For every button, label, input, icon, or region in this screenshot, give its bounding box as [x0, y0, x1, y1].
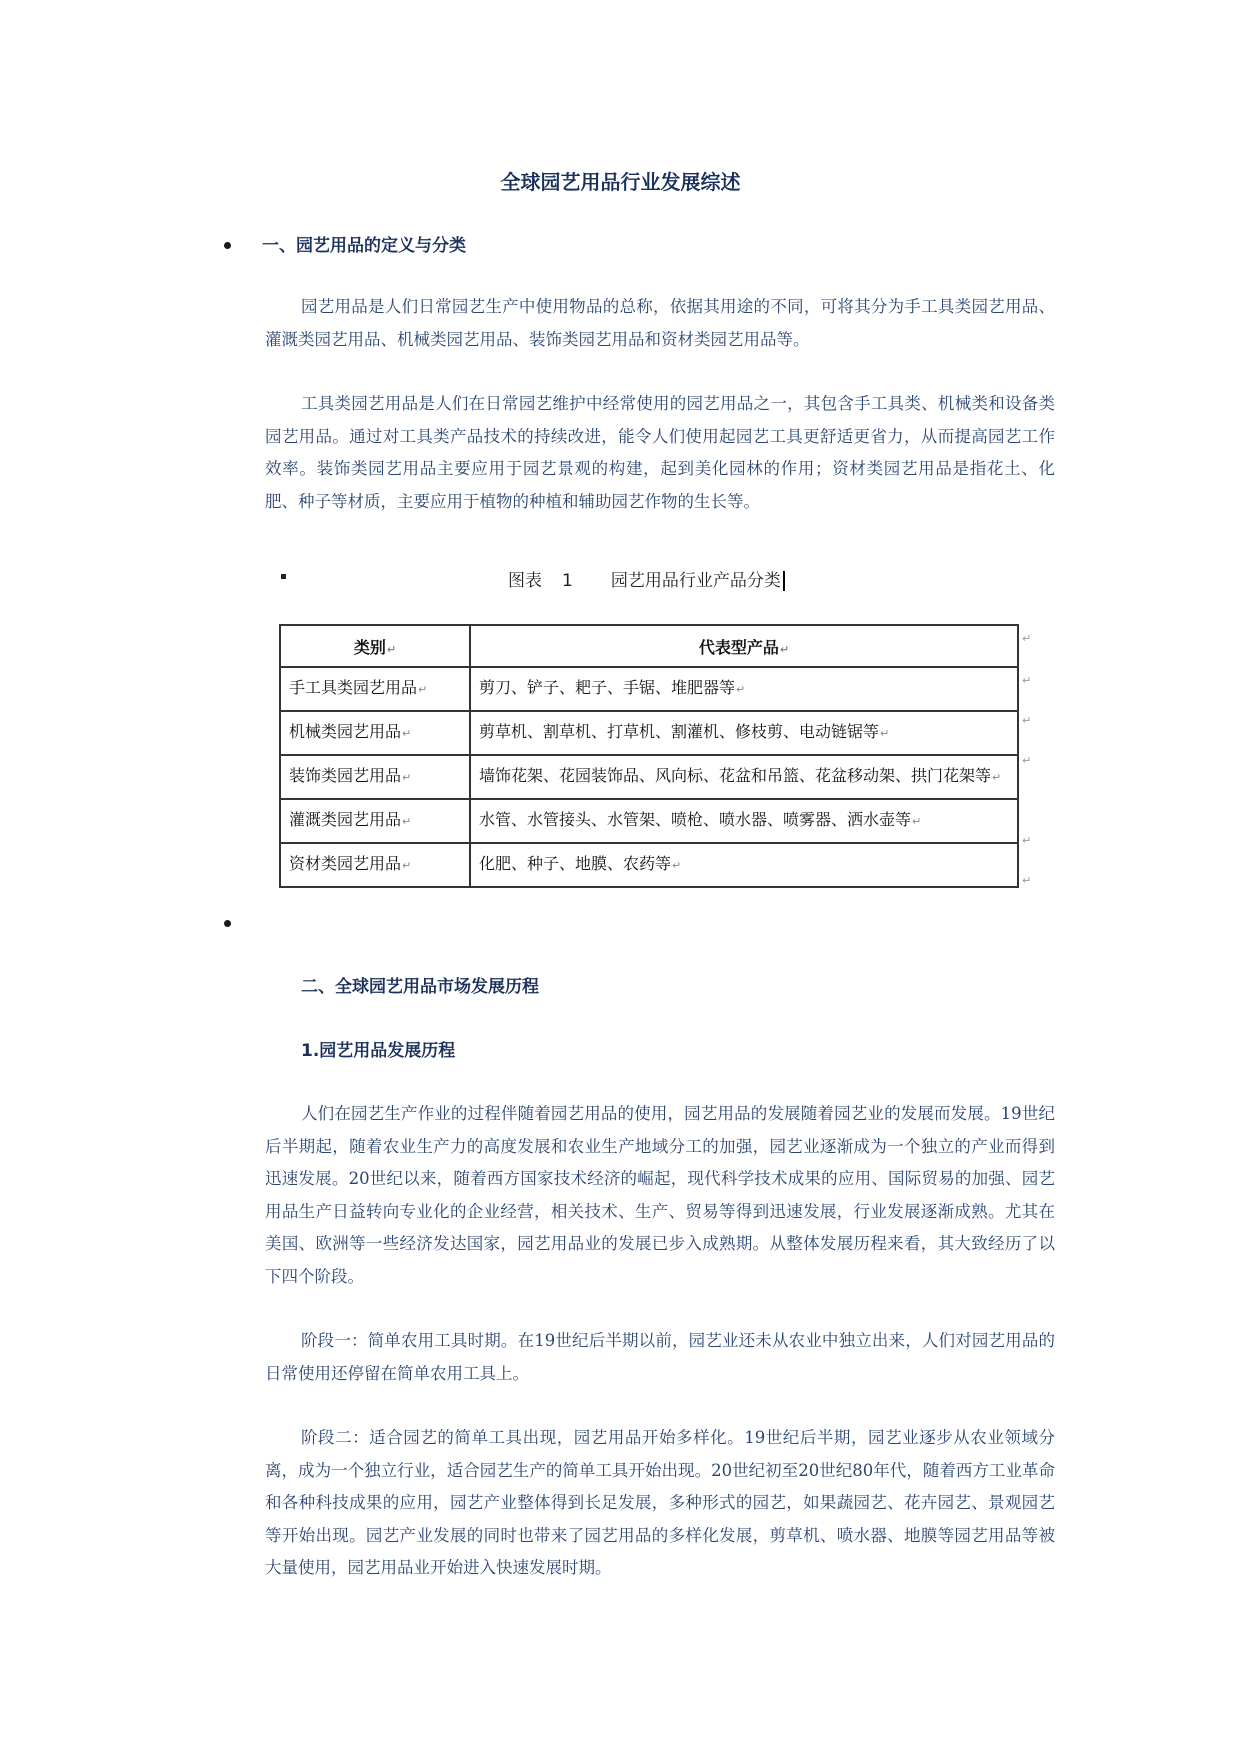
table-row: [280, 667, 1018, 711]
table-cell-products: 墙饰花架、花园装饰品、风向标、花盆和吊篮、花盆移动架、拱门花架等↵: [470, 755, 1018, 799]
table-cell-category: 手工具类园艺用品↵: [280, 667, 470, 711]
table-row: [280, 711, 1018, 755]
table-cell-category: 机械类园艺用品↵: [280, 711, 470, 755]
paragraph-history: 人们在园艺生产作业的过程伴随着园艺用品的使用，园艺用品的发展随着园艺业的发展而发展。19世纪后半期起，随着农业生产力的高度发展和农业生产地域分工的加强，园艺业逐渐成为一个独立的产业而得到迅速发展。20世纪以来，随着西方国家技术经济的崛起，现代科学技术成果的应用、国际贸易的加强、园艺用品生产日益转向专业化的企业经营，相关技术、生产、贸易等得到迅速发展，行业发展逐渐成熟。尤其在美国、欧洲等一些经济发达国家，园艺用品业的发展已步入成熟期。从整体发展历程来看，其大致经历了以下四个阶段。: [265, 1104, 1055, 1286]
table-cell-products: 化肥、种子、地膜、农药等↵: [470, 843, 1018, 887]
bullet-icon: [224, 920, 231, 927]
table-cell-category: 装饰类园艺用品↵: [280, 755, 470, 799]
table-header-row: [280, 625, 1018, 667]
row-end-mark: ↵: [1022, 632, 1032, 645]
product-category-table: [279, 624, 1019, 888]
row-end-mark: ↵: [1022, 834, 1032, 847]
paragraph-tool-types: 工具类园艺用品是人们在日常园艺维护中经常使用的园艺用品之一，其包含手工具类、机械类和设备类园艺用品。通过对工具类产品技术的持续改进，能令人们使用起园艺工具更舒适更省力，从而提高园艺工作效率。装饰类园艺用品主要应用于园艺景观的构建，起到美化园林的作用；资材类园艺用品是指花土、化肥、种子等材质，主要应用于植物的种植和辅助园艺作物的生长等。: [265, 394, 1055, 511]
table-cell-category: 资材类园艺用品↵: [280, 843, 470, 887]
row-end-mark: ↵: [1022, 714, 1032, 727]
subsection-heading: 1.园艺用品发展历程: [301, 1041, 456, 1061]
figure-number: 1: [562, 571, 573, 591]
table-cell-products: 水管、水管接头、水管架、喷枪、喷水器、喷雾器、洒水壶等↵: [470, 799, 1018, 843]
table-cell-products: 剪草机、割草机、打草机、割灌机、修枝剪、电动链锯等↵: [470, 711, 1018, 755]
table-header-category: 类别↵: [280, 625, 470, 667]
paragraph-stage-one: 阶段一：简单农用工具时期。在19世纪后半期以前，园艺业还未从农业中独立出来，人们对园艺用品的日常使用还停留在简单农用工具上。: [265, 1331, 1055, 1383]
figure-title: 园艺用品行业产品分类: [610, 571, 781, 591]
paragraph-definition: 园艺用品是人们日常园艺生产中使用物品的总称，依据其用途的不同，可将其分为手工具类园艺用品、灌溉类园艺用品、机械类园艺用品、装饰类园艺用品和资材类园艺用品等。: [265, 297, 1055, 349]
text-cursor: [783, 571, 785, 591]
figure-label: 图表: [508, 571, 542, 591]
row-end-mark: ↵: [1022, 874, 1032, 887]
table-row: [280, 755, 1018, 799]
document-title: 全球园艺用品行业发展综述: [500, 170, 741, 194]
table-cell-products: 剪刀、铲子、耙子、手锯、堆肥器等↵: [470, 667, 1018, 711]
table-header-products: 代表型产品↵: [470, 625, 1018, 667]
bullet-icon: [224, 242, 231, 249]
table-row: [280, 843, 1018, 887]
figure-caption: [508, 566, 785, 591]
paragraph-stage-two: 阶段二：适合园艺的简单工具出现，园艺用品开始多样化。19世纪后半期，园艺业逐步从农业领域分离，成为一个独立行业，适合园艺生产的简单工具开始出现。20世纪初至20世纪80年代，随着西方工业革命和各种科技成果的应用，园艺产业整体得到长足发展，多种形式的园艺，如果蔬园艺、花卉园艺、景观园艺等开始出现。园艺产业发展的同时也带来了园艺用品的多样化发展，剪草机、喷水器、地膜等园艺用品等被大量使用，园艺用品业开始进入快速发展时期。: [265, 1428, 1055, 1577]
row-end-mark: ↵: [1022, 754, 1032, 767]
section-heading-1: 一、园艺用品的定义与分类: [262, 236, 466, 256]
section-heading-2: 二、全球园艺用品市场发展历程: [301, 977, 539, 997]
table-row: [280, 799, 1018, 843]
row-end-mark: ↵: [1022, 674, 1032, 687]
table-cell-category: 灌溉类园艺用品↵: [280, 799, 470, 843]
list-marker-icon: [281, 574, 286, 579]
